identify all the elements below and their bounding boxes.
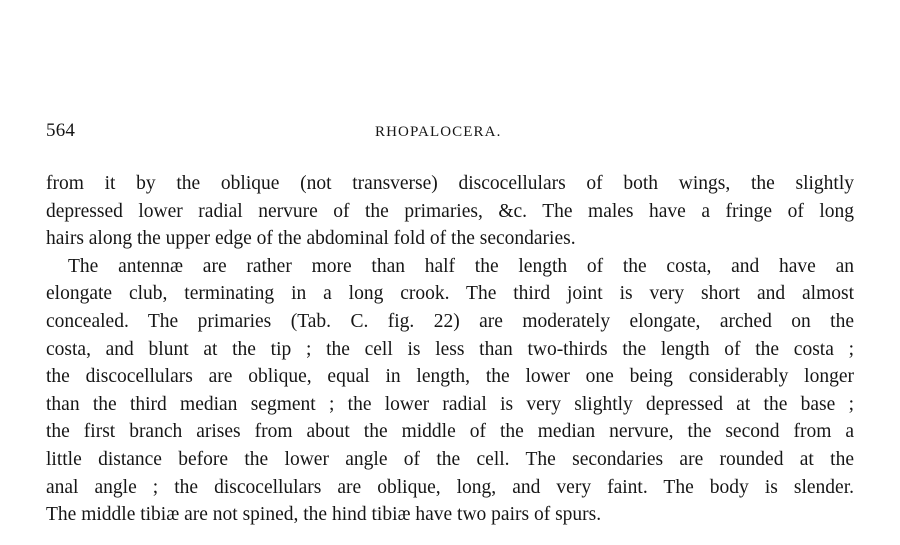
text-line: depressed lower radial nervure of the primaries, &c. The males have a fringe of long bbox=[46, 200, 854, 222]
paragraph-2 bbox=[46, 253, 854, 529]
text-line: the discocellulars are oblique, equal in length, the lower one being considerably longer bbox=[46, 366, 854, 388]
text-line: anal angle ; the discocellulars are oblique, long, and very faint. The body is slender. bbox=[46, 476, 854, 498]
text-line: the first branch arises from about the middle of the median nervure, the second from a bbox=[46, 421, 854, 443]
paragraph-1 bbox=[46, 170, 854, 253]
body-text bbox=[46, 170, 854, 529]
text-line: elongate club, terminating in a long crook. The third joint is very short and almost bbox=[46, 283, 854, 305]
text-line: little distance before the lower angle of the cell. The secondaries are rounded at the bbox=[46, 448, 854, 470]
page-number: 564 bbox=[46, 120, 76, 141]
text-line: The middle tibiæ are not spined, the hind tibiæ have two pairs of spurs. bbox=[46, 504, 602, 526]
text-line: hairs along the upper edge of the abdominal fold of the secondaries. bbox=[46, 228, 576, 250]
text-line: from it by the oblique (not transverse) discocellulars of both wings, the slightly bbox=[46, 173, 854, 194]
running-head: RHOPALOCERA. bbox=[375, 124, 502, 140]
text-line: The antennæ are rather more than half the length of the costa, and have an bbox=[68, 255, 854, 277]
text-line: costa, and blunt at the tip ; the cell is less than two-thirds the length of the costa ; bbox=[46, 338, 854, 360]
page-header bbox=[46, 120, 854, 144]
text-line: than the third median segment ; the lower radial is very slightly depressed at the base ; bbox=[46, 393, 854, 415]
text-line: concealed. The primaries (Tab. C. fig. 22) are moderately elongate, arched on the bbox=[46, 310, 854, 332]
